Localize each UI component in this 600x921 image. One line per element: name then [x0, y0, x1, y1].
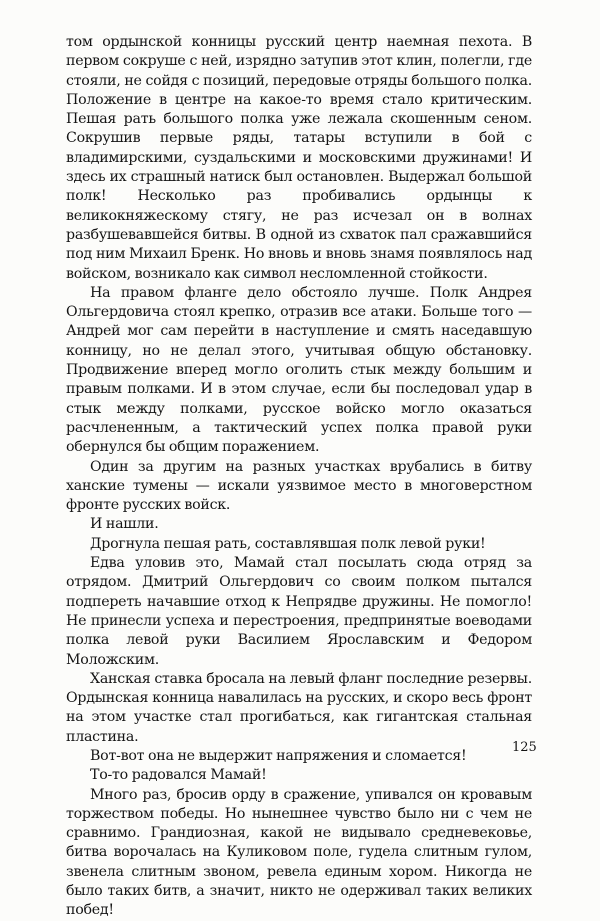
paragraph-2: На правом фланге дело обстояло лучше. Полк Андрея Ольгердовича стоял крепко, отразив все атаки. Больше того — Андрей мог сам перейти в наступление и смять наседавшую конницу, но не делал этого, учитывая общую обстановку. Продвижение вперед могло оголить стык между большим и правым полками. И в этом случае, если бы последовал удар в стык между полками, русское войско могло оказаться расчлененным, а тактический успех полка правой руки обернулся бы общим поражением. — [66, 284, 532, 456]
page-number: 125 — [512, 740, 537, 755]
paragraph-3: Один за другим на разных участках врубались в битву ханские тумены — искали уязвимое место в многоверстном фронте русских войск. — [66, 458, 532, 514]
paragraph-5: Дрогнула пешая рать, составлявшая полк левой руки! — [90, 535, 486, 552]
paragraph-7: Ханская ставка бросала на левый фланг последние резервы. Ордынская конница навалилась на русских, и скоро весь фронт на этом участке стал прогибаться, как гигантская стальная пластина. — [66, 670, 532, 745]
paragraph-10: Много раз, бросив орду в сражение, упивался он кровавым торжеством победы. Но нынешнее чувство было ни с чем не сравнимо. Грандиозная, какой не видывало средневековье, битва ворочалась на Куликовом поле, гудела слитным гулом, звенела слитным звоном, ревела единым хором. Никогда не было таких битв, а значит, никто не одерживал таких великих побед! — [66, 786, 532, 919]
paragraph-1: том ордынской конницы русский центр наемная пехота. В первом сокруше с ней, изрядно затупив этот клин, полегли, где стояли, не сойдя с позиций, передовые отряды большого полка. Положение в центре на какое-то время стало критическим. Пешая рать большого полка уже лежала скошенным сеном. Сокрушив первые ряды, татары вступили в бой с владимирскими, суздальскими и московскими дружинами! И здесь их страшный натиск был остановлен. Выдержал большой полк! Несколько раз пробивались ордынцы к великокняжескому стягу, не раз исчезал он в волнах разбушевавшейся битвы. В одной из схваток пал сражавшийся под ним Михаил Бренк. Но вновь и вновь знамя появлялось над войском, возникало как символ несломленной стойкости. — [66, 34, 532, 282]
paragraph-9: То-то радовался Мамай! — [90, 767, 267, 784]
paragraph-6: Едва уловив это, Мамай стал посылать сюда отряд за отрядом. Дмитрий Ольгердович со своим полком пытался подпереть начавшие отход к Непрядве дружины. Не помогло! Не принесли успеха и перестроения, предпринятые воеводами полка левой руки Василием Ярославским и Федором Моложским. — [66, 555, 532, 668]
paragraph-8: Вот-вот она не выдержит напряжения и сломается! — [90, 747, 467, 764]
paragraph-4: И нашли. — [90, 516, 159, 533]
body-text — [66, 33, 532, 921]
